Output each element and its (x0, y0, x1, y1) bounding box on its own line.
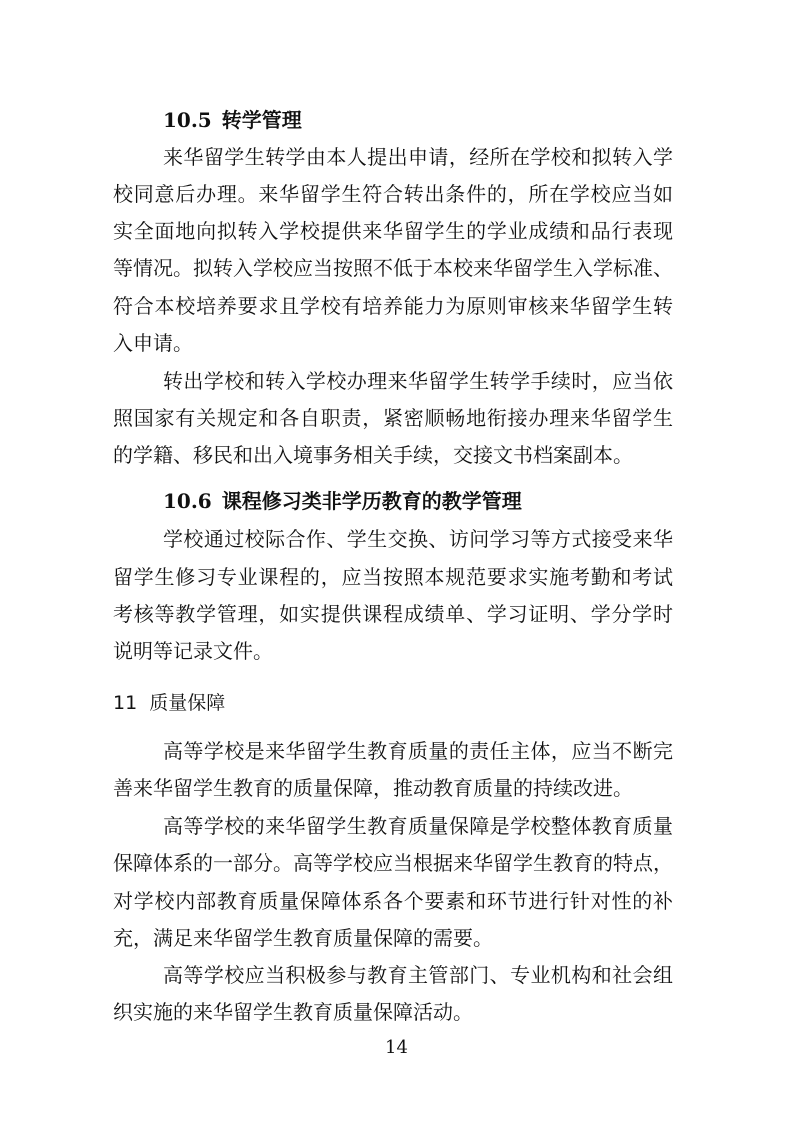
paragraph-line: 实全面地向拟转入学校提供来华留学生的学业成绩和品行表现 (113, 219, 673, 243)
paragraph-line: 校同意后办理。来华留学生符合转出条件的，所在学校应当如 (113, 182, 673, 206)
page-number: 14 (385, 1037, 408, 1058)
section-number: 10.6 (163, 489, 212, 513)
section-title: 课程修习类非学历教育的教学管理 (221, 489, 522, 513)
paragraph-line: 入申请。 (113, 331, 193, 355)
paragraph-line: 善来华留学生教育的质量保障，推动教育质量的持续改进。 (113, 776, 633, 800)
paragraph-line: 充，满足来华留学生教育质量保障的需要。 (113, 926, 493, 950)
paragraph-line: 的学籍、移民和出入境事务相关手续，交接文书档案副本。 (113, 443, 633, 467)
paragraph-line: 学校通过校际合作、学生交换、访问学习等方式接受来华 (163, 527, 673, 551)
section-number: 11 (113, 692, 138, 714)
paragraph-line: 转出学校和转入学校办理来华留学生转学手续时，应当依 (163, 369, 673, 393)
section-heading-10-5 (163, 106, 302, 134)
paragraph-line: 照国家有关规定和各自职责，紧密顺畅地衔接办理来华留学生 (113, 406, 673, 430)
paragraph-line: 说明等记录文件。 (113, 639, 273, 663)
paragraph-line: 对学校内部教育质量保障体系各个要素和环节进行针对性的补 (113, 889, 673, 913)
paragraph-line: 符合本校培养要求且学校有培养能力为原则审核来华留学生转 (113, 294, 673, 318)
paragraph-line: 高等学校是来华留学生教育质量的责任主体，应当不断完 (163, 739, 673, 763)
paragraph-line: 等情况。拟转入学校应当按照不低于本校来华留学生入学标准、 (113, 256, 673, 280)
paragraph-line: 织实施的来华留学生教育质量保障活动。 (113, 1000, 473, 1024)
paragraph-line: 来华留学生转学由本人提出申请，经所在学校和拟转入学 (163, 145, 673, 169)
section-heading-10-6 (163, 487, 522, 515)
section-title: 转学管理 (221, 108, 302, 132)
paragraph-line: 考核等教学管理，如实提供课程成绩单、学习证明、学分学时 (113, 602, 673, 626)
paragraph-line: 留学生修习专业课程的，应当按照本规范要求实施考勤和考试 (113, 565, 673, 589)
section-heading-11 (113, 689, 225, 717)
section-title: 质量保障 (149, 692, 226, 714)
paragraph-line: 高等学校应当积极参与教育主管部门、专业机构和社会组 (163, 963, 673, 987)
paragraph-line: 高等学校的来华留学生教育质量保障是学校整体教育质量 (163, 814, 673, 838)
paragraph-line: 保障体系的一部分。高等学校应当根据来华留学生教育的特点， (113, 851, 673, 875)
section-number: 10.5 (163, 108, 212, 132)
